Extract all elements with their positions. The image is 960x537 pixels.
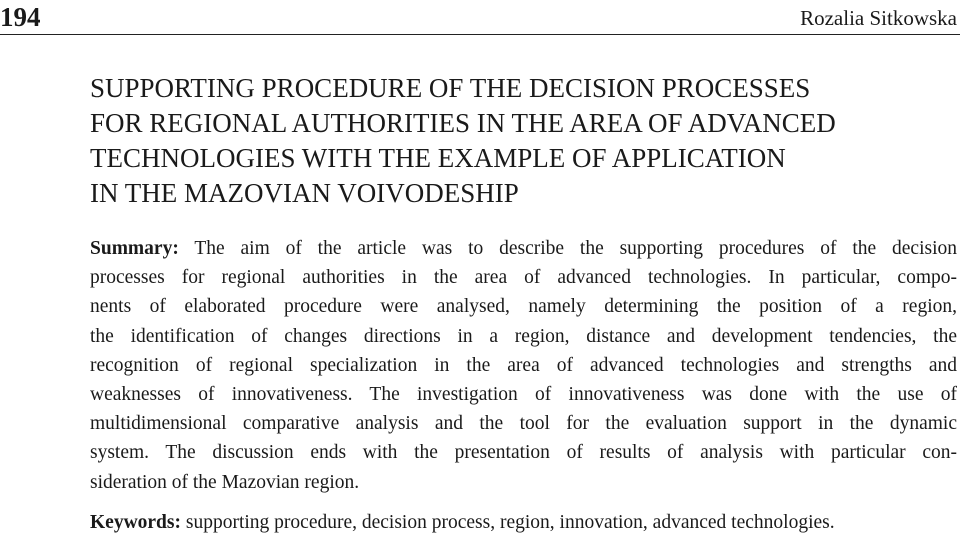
summary-line: multidimensional comparative analysis and the tool for the evaluation support in the dynamic — [90, 413, 957, 435]
summary-line — [90, 234, 957, 263]
title-line: TECHNOLOGIES WITH THE EXAMPLE OF APPLICATION — [90, 143, 786, 173]
title-line: SUPPORTING PROCEDURE OF THE DECISION PROCESSES — [90, 73, 811, 103]
keywords-paragraph — [90, 508, 957, 537]
article-title — [90, 71, 950, 211]
page-number: 194 — [0, 2, 41, 32]
summary-line: recognition of regional specialization in the area of advanced technologies and strengths and — [90, 354, 957, 376]
summary-paragraph — [90, 234, 957, 497]
keywords-label: Keywords: — [90, 512, 181, 533]
running-head-author: Rozalia Sitkowska — [800, 6, 957, 30]
summary-line: sideration of the Mazovian region. — [90, 471, 360, 493]
summary-line: nents of elaborated procedure were analysed, namely determining the position of a region, — [90, 296, 957, 318]
summary-text: The aim of the article was to describe the supporting procedures of the decision — [178, 238, 957, 259]
summary-line: system. The discussion ends with the presentation of results of analysis with particular con- — [90, 442, 957, 464]
summary-line: processes for regional authorities in the area of advanced technologies. In particular, compo- — [90, 267, 957, 289]
page-header — [0, 0, 960, 36]
title-line: IN THE MAZOVIAN VOIVODESHIP — [90, 178, 519, 208]
header-rule — [0, 34, 960, 35]
summary-line: weaknesses of innovativeness. The investigation of innovativeness was done with the use of — [90, 384, 957, 406]
summary-line: the identification of changes directions in a region, distance and development tendencies, the — [90, 325, 957, 347]
title-line: FOR REGIONAL AUTHORITIES IN THE AREA OF ADVANCED — [90, 108, 836, 138]
summary-label: Summary: — [90, 238, 179, 259]
keywords-text: supporting procedure, decision process, region, innovation, advanced technologies. — [181, 512, 835, 533]
